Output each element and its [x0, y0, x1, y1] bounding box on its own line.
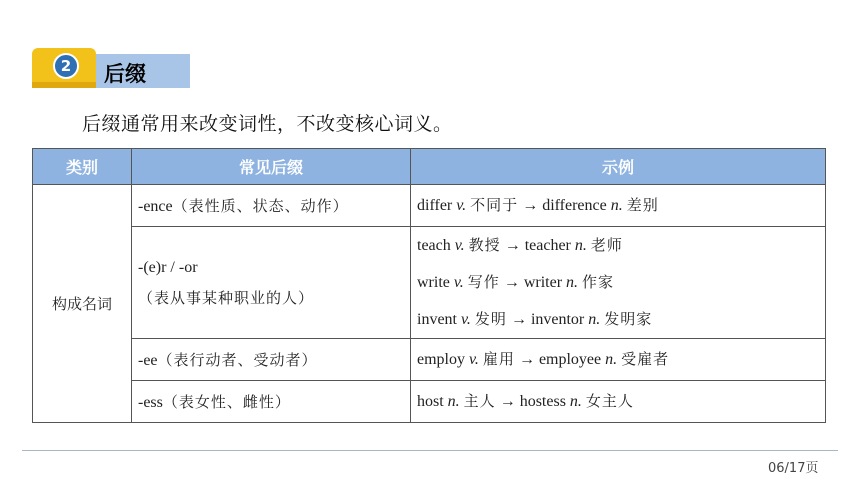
derived-word: teacher	[524, 237, 571, 254]
suffix: -ence	[138, 198, 173, 215]
derived-word: difference	[542, 197, 607, 214]
pos: v.	[453, 274, 464, 291]
derived-meaning: 发明家	[604, 310, 653, 328]
header-example: 示例	[411, 149, 826, 185]
suffix: -ee	[138, 352, 158, 369]
arrow-icon: →	[518, 351, 535, 368]
pos: n.	[566, 274, 579, 291]
derived-word: hostess	[519, 393, 566, 410]
base-word: teach	[417, 237, 451, 254]
pos: n.	[610, 197, 623, 214]
example-line	[417, 341, 819, 378]
example-line	[417, 264, 819, 301]
category-cell: 构成名词	[33, 185, 132, 423]
example-line	[417, 301, 819, 338]
base-word: differ	[417, 197, 453, 214]
section-title: 后缀	[104, 62, 146, 86]
table-header-row	[33, 149, 826, 185]
derived-meaning: 女主人	[585, 392, 634, 410]
base-word: write	[417, 274, 450, 291]
derived-meaning: 作家	[582, 273, 615, 291]
base-meaning: 主人	[463, 392, 496, 410]
table-row	[33, 185, 826, 227]
pos: v.	[461, 311, 471, 328]
derived-word: employee	[538, 351, 602, 368]
page-indicator	[768, 457, 818, 476]
base-meaning: 写作	[467, 273, 500, 291]
pos: n.	[569, 393, 582, 410]
header-category: 类别	[33, 149, 132, 185]
pos: v.	[456, 197, 467, 214]
suffix-cell	[132, 381, 411, 423]
page-total: /17页	[784, 461, 819, 476]
base-word: invent	[417, 311, 457, 328]
arrow-icon: →	[503, 274, 520, 291]
suffix-cell	[132, 227, 411, 339]
base-word: employ	[417, 351, 465, 368]
suffix-note: （表女性、雌性）	[162, 393, 291, 411]
base-meaning: 发明	[474, 310, 507, 328]
example-cell	[411, 339, 826, 381]
pos: n.	[574, 237, 587, 254]
section-number: 2	[53, 53, 79, 79]
base-meaning: 雇用	[482, 350, 515, 368]
suffix-note: （表行动者、受动者）	[157, 351, 318, 369]
derived-word: inventor	[530, 311, 585, 328]
base-meaning: 不同于	[470, 196, 519, 214]
derived-word: writer	[523, 274, 563, 291]
example-cell	[411, 381, 826, 423]
example-cell	[411, 227, 826, 339]
derived-meaning: 差别	[626, 196, 659, 214]
pos: v.	[454, 237, 465, 254]
suffix-note: （表从事某种职业的人）	[138, 288, 315, 307]
derived-meaning: 老师	[590, 236, 623, 254]
intro-text: 后缀通常用来改变词性，不改变核心词义。	[82, 114, 453, 135]
example-line	[417, 187, 819, 224]
pos: n.	[588, 311, 601, 328]
suffix-note: （表性质、状态、动作）	[172, 197, 349, 215]
example-cell	[411, 185, 826, 227]
example-line	[417, 383, 819, 420]
arrow-icon: →	[510, 311, 527, 328]
page-current: 06	[768, 461, 785, 476]
table-row	[33, 339, 826, 381]
pos: n.	[447, 393, 460, 410]
arrow-icon: →	[499, 393, 516, 410]
pos: v.	[469, 351, 479, 368]
arrow-icon: →	[522, 197, 539, 214]
header-suffix: 常见后缀	[132, 149, 411, 185]
suffix: -(e)r / -or	[138, 258, 198, 276]
arrow-icon: →	[504, 237, 521, 254]
pos: n.	[605, 351, 618, 368]
example-line	[417, 227, 819, 264]
base-meaning: 教授	[468, 236, 501, 254]
suffix: -ess	[138, 394, 163, 411]
derived-meaning: 受雇者	[621, 350, 670, 368]
suffix-cell	[132, 185, 411, 227]
footer-divider	[22, 450, 838, 451]
suffix-table	[32, 148, 826, 423]
table-row	[33, 227, 826, 339]
section-title-bar	[96, 54, 190, 88]
section-number-tab	[32, 48, 96, 88]
suffix-cell	[132, 339, 411, 381]
base-word: host	[417, 393, 444, 410]
table-row	[33, 381, 826, 423]
